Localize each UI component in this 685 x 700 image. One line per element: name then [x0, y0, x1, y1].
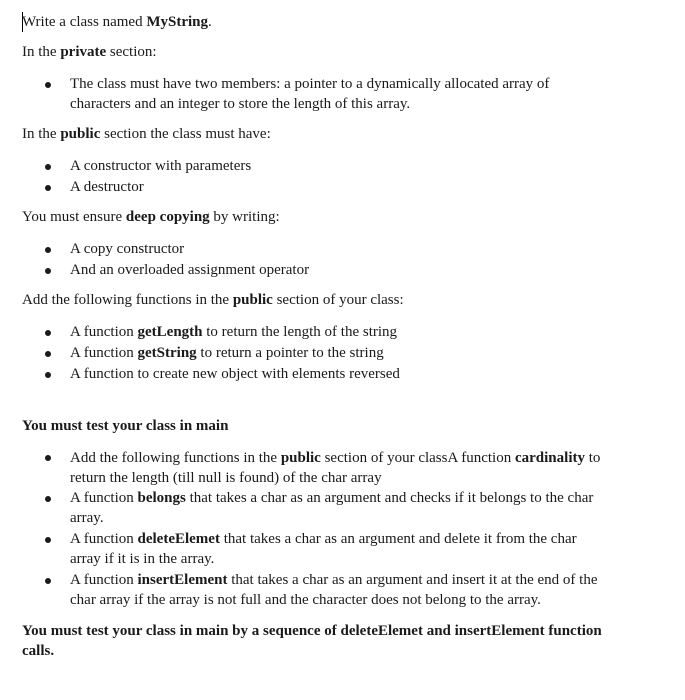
bullet — [45, 578, 51, 584]
bullet — [45, 268, 51, 274]
paragraph-final-instruction: You must test your class in main by a sequence of deleteElemet and insertElement function calls. — [22, 623, 602, 659]
paragraph-public-section: In the public section the class must have: — [22, 126, 271, 142]
text: . — [208, 14, 212, 30]
paragraph-private-section: In the private section: — [22, 44, 157, 60]
bullet — [45, 247, 51, 253]
bullet — [45, 537, 51, 543]
bullet — [45, 372, 51, 378]
bullet — [45, 351, 51, 357]
bullet — [45, 496, 51, 502]
list-item: And an overloaded assignment operator — [70, 262, 310, 278]
list-item: A function insertElement that takes a char as an argument and insert it at the end of the char array if the array is not full and the character does not belong to the array. — [70, 572, 598, 608]
list-item: A function belongs that takes a char as an argument and checks if it belongs to the char array. — [70, 490, 594, 526]
list-item: A copy constructor — [70, 241, 185, 257]
list-item: A constructor with parameters — [70, 158, 252, 174]
paragraph-add-functions: Add the following functions in the public section of your class: — [22, 292, 404, 308]
list-item: A destructor — [70, 179, 144, 195]
list-item: A function getString to return a pointer to the string — [70, 345, 384, 361]
list-item: A function deleteElemet that takes a char as an argument and delete it from the char array if it is in the array. — [70, 531, 577, 567]
bullet — [45, 455, 51, 461]
class-name-bold: MyString — [146, 14, 209, 30]
bullet — [45, 185, 51, 191]
list-item: A function to create new object with elements reversed — [70, 366, 400, 382]
paragraph-class-name — [22, 12, 212, 32]
bullet — [45, 82, 51, 88]
list-item: Add the following functions in the public section of your classA function cardinality to return the length (till null is found) of the char array — [70, 450, 601, 486]
paragraph-deep-copying: You must ensure deep copying by writing: — [22, 209, 280, 225]
text: Write a class named — [22, 14, 147, 30]
list-item: A function getLength to return the length of the string — [70, 324, 398, 340]
heading-test-in-main: You must test your class in main — [22, 418, 229, 434]
bullet — [45, 330, 51, 336]
list-item: The class must have two members: a pointer to a dynamically allocated array of characters and an integer to store the length of this array. — [70, 76, 550, 112]
bullet — [45, 164, 51, 170]
